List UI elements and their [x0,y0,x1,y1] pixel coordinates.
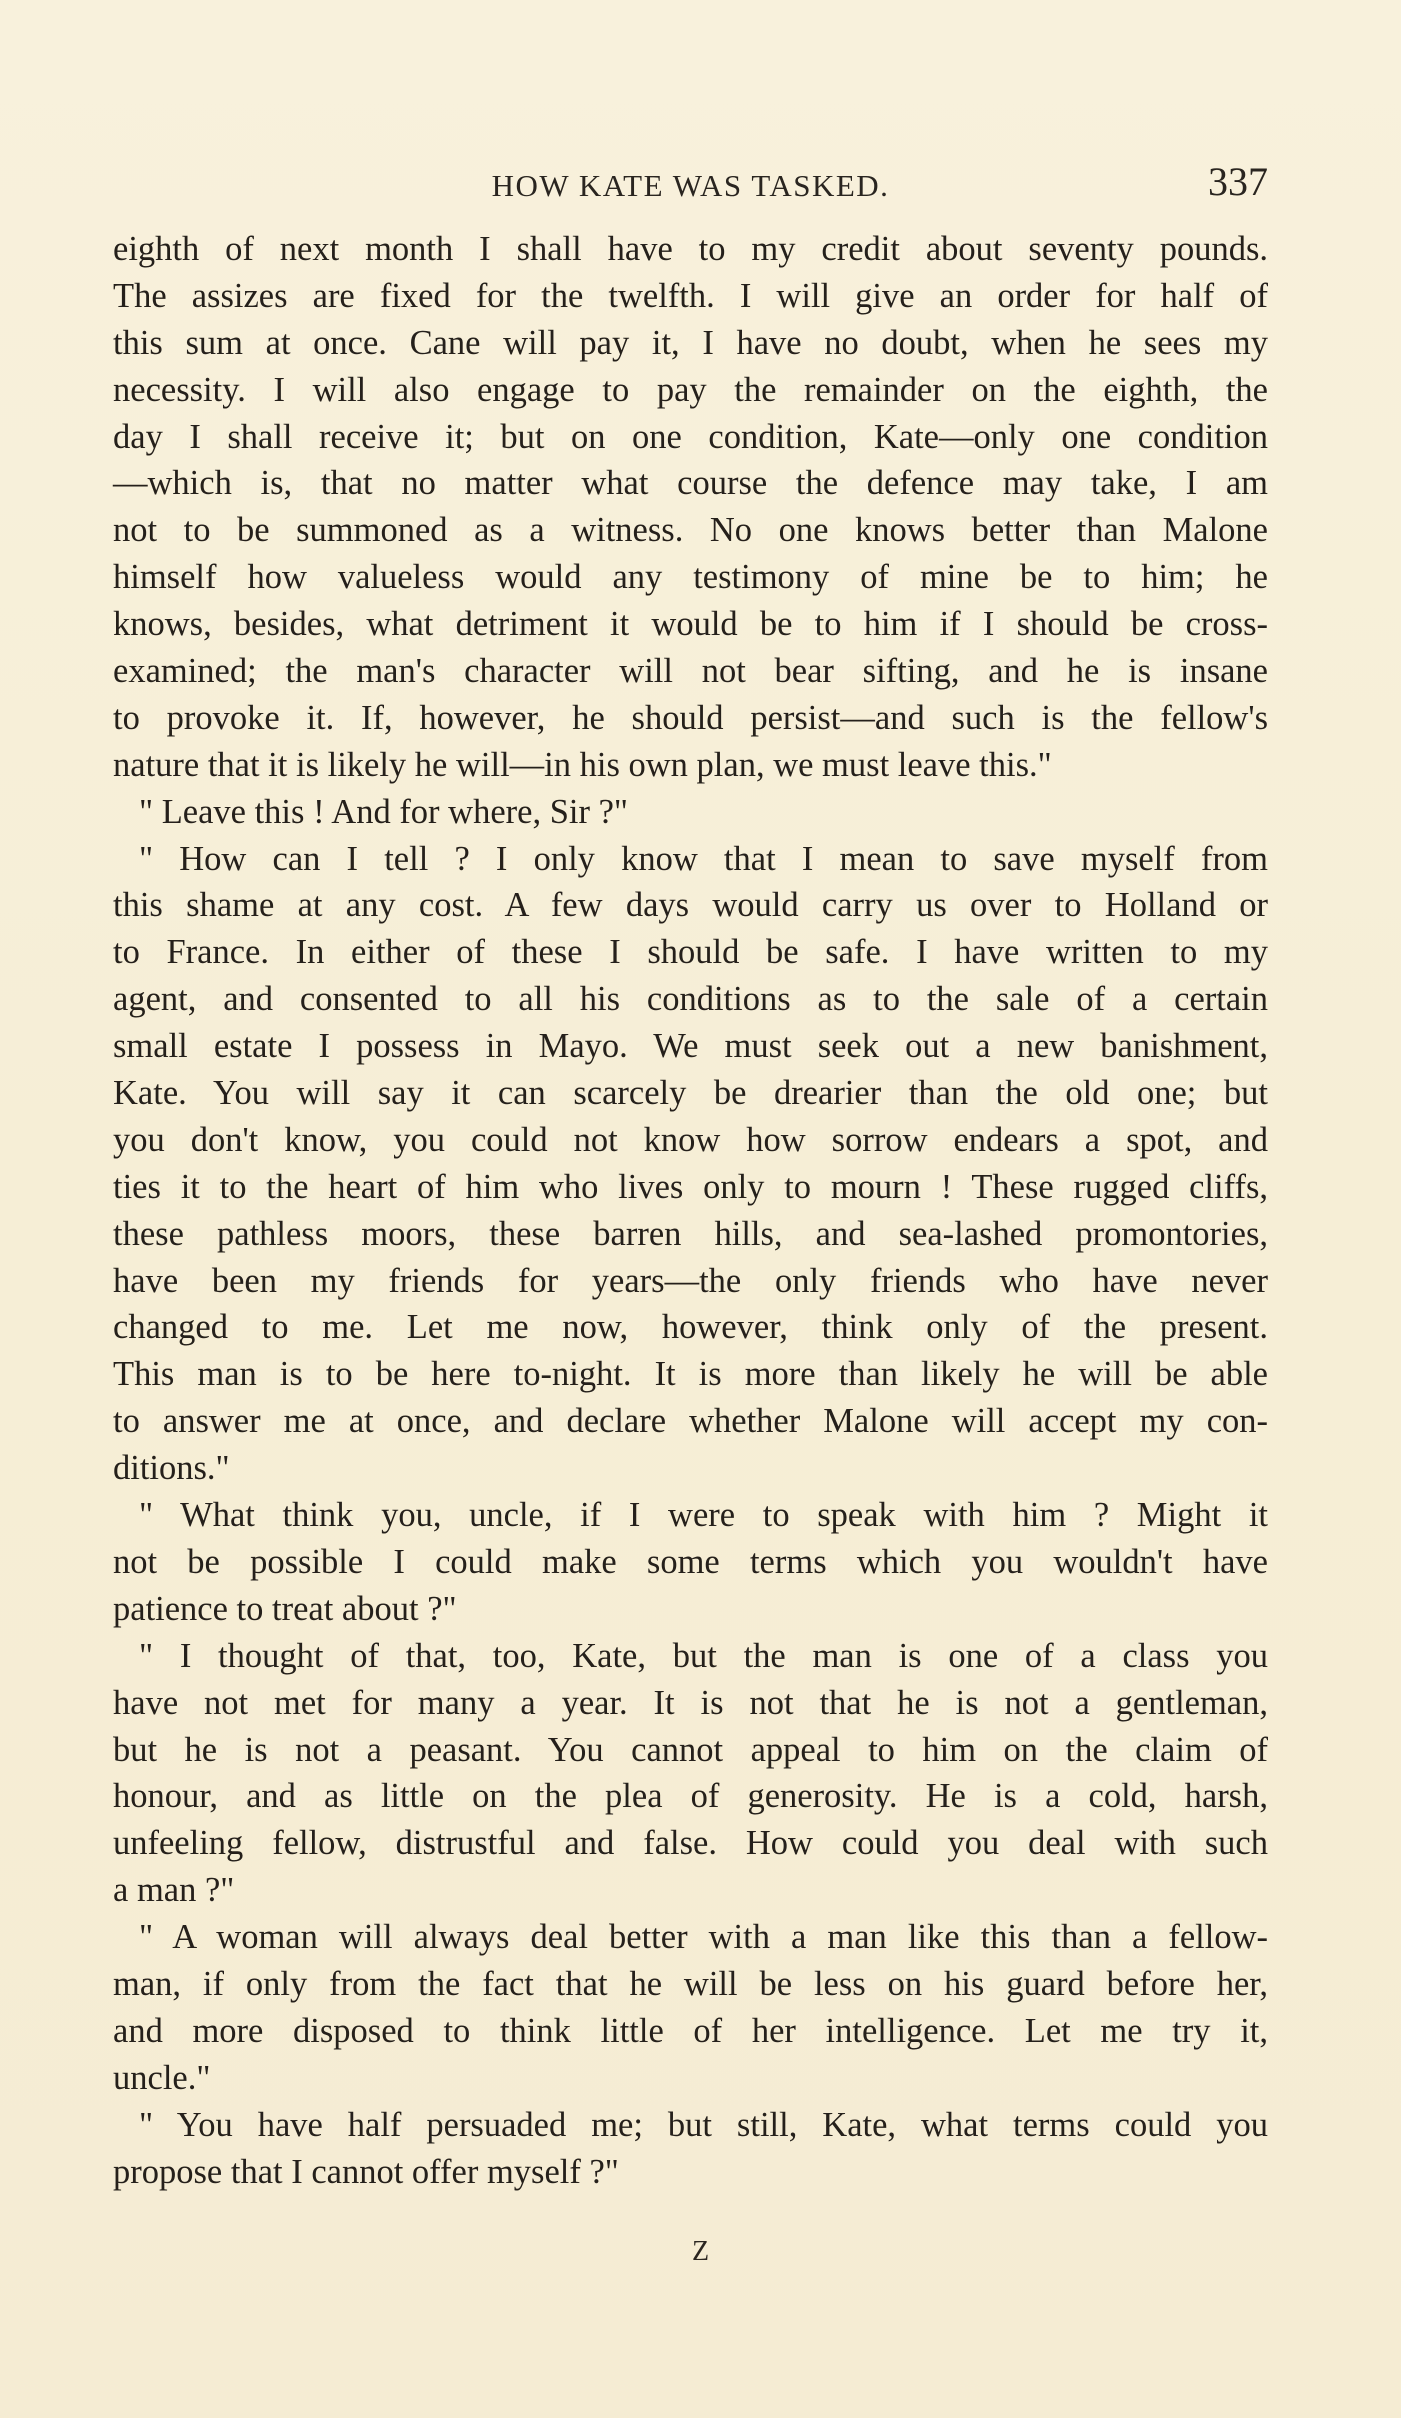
text-line: have been my friends for years—the only friends who have never [113,1261,1268,1300]
text-line: a man ?" [113,1871,235,1910]
text-line: and more disposed to think little of her intelligence. Let me try it, [113,2011,1268,2050]
text-line: patience to treat about ?" [113,1589,457,1628]
text-line: propose that I cannot offer myself ?" [113,2152,619,2191]
text-line: " I thought of that, too, Kate, but the man is one of a class you [139,1636,1268,1675]
page-header [113,158,1268,206]
text-line: examined; the man's character will not bear sifting, and he is insane [113,652,1268,691]
text-line: day I shall receive it; but on one condition, Kate—only one condition [113,417,1268,456]
text-line: knows, besides, what detriment it would be to him if I should be cross- [113,605,1268,644]
text-line: but he is not a peasant. You cannot appeal to him on the claim of [113,1730,1268,1769]
text-line: to France. In either of these I should be safe. I have written to my [113,933,1268,972]
text-line: unfeeling fellow, distrustful and false. How could you deal with such [113,1824,1268,1863]
text-line: this sum at once. Cane will pay it, I have no doubt, when he sees my [113,323,1268,362]
text-line: —which is, that no matter what course the defence may take, I am [113,464,1268,503]
text-line: man, if only from the fact that he will be less on his guard before her, [113,1964,1268,2003]
text-line: necessity. I will also engage to pay the remainder on the eighth, the [113,370,1268,409]
text-line: uncle." [113,2058,211,2097]
text-line: " You have half persuaded me; but still, Kate, what terms could you [139,2105,1268,2144]
text-line: " Leave this ! And for where, Sir ?" [139,792,628,831]
text-line: to answer me at once, and declare whether Malone will accept my con- [113,1402,1268,1441]
signature-mark: Z [691,2236,710,2267]
text-line: to provoke it. If, however, he should persist—and such is the fellow's [113,698,1268,737]
text-line: small estate I possess in Mayo. We must seek out a new banishment, [113,1027,1268,1066]
page-number: 337 [1208,159,1268,204]
text-line: " A woman will always deal better with a man like this than a fellow- [139,1918,1268,1957]
text-line: " What think you, uncle, if I were to speak with him ? Might it [139,1496,1268,1535]
text-line: not to be summoned as a witness. No one knows better than Malone [113,511,1268,550]
body-text [113,226,1268,2195]
text-line: ditions." [113,1449,230,1488]
text-line: ties it to the heart of him who lives only to mourn ! These rugged cliffs, [113,1167,1268,1206]
text-line: this shame at any cost. A few days would carry us over to Holland or [113,886,1268,925]
text-line: these pathless moors, these barren hills, and sea-lashed promontories, [113,1214,1268,1253]
text-line: himself how valueless would any testimony of mine be to him; he [113,558,1268,597]
text-line: not be possible I could make some terms which you wouldn't have [113,1542,1268,1581]
text-line: you don't know, you could not know how sorrow endears a spot, and [113,1120,1268,1159]
text-line: Kate. You will say it can scarcely be drearier than the old one; but [113,1074,1268,1113]
text-line: eighth of next month I shall have to my credit about seventy pounds. [113,230,1268,268]
text-line: nature that it is likely he will—in his own plan, we must leave this." [113,745,1052,784]
text-line: The assizes are fixed for the twelfth. I will give an order for half of [113,276,1268,315]
text-line: changed to me. Let me now, however, think only of the present. [113,1308,1268,1347]
text-line: This man is to be here to-night. It is more than likely he will be able [113,1355,1268,1394]
text-line: agent, and consented to all his conditions as to the sale of a certain [113,980,1268,1019]
text-line: honour, and as little on the plea of generosity. He is a cold, harsh, [113,1777,1268,1816]
running-head: HOW KATE WAS TASKED. [491,168,890,203]
text-line: " How can I tell ? I only know that I mean to save myself from [139,839,1268,878]
text-line: have not met for many a year. It is not that he is not a gentleman, [113,1683,1268,1722]
